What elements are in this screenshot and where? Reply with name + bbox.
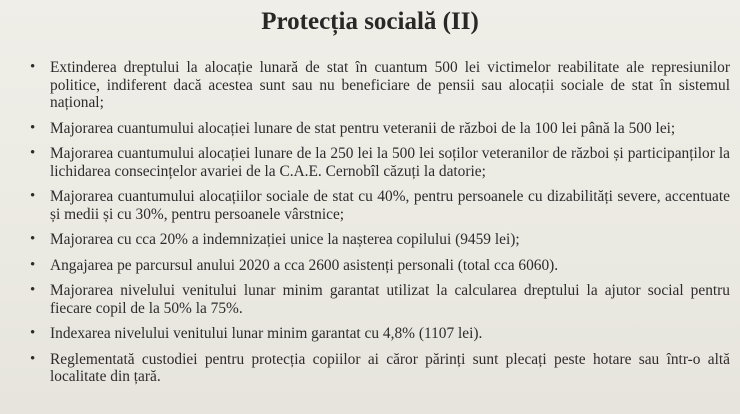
list-item bbox=[0, 120, 740, 138]
bullet-icon: • bbox=[30, 350, 36, 367]
bullet-icon: • bbox=[30, 188, 36, 204]
list-item bbox=[0, 59, 740, 112]
list-item bbox=[0, 282, 740, 317]
list-item bbox=[0, 351, 740, 386]
bullet-icon: • bbox=[30, 256, 36, 273]
list-item bbox=[0, 188, 740, 223]
bullet-text: Majorarea cuantumului alocațiilor sociale de stat cu 40%, pentru persoanele cu dizabilități severe, accentuate și medii și cu 30%, pentru persoanele vârstnice; bbox=[50, 188, 730, 223]
bullet-icon: • bbox=[30, 119, 36, 136]
list-item bbox=[0, 145, 740, 180]
bullet-icon: • bbox=[30, 231, 36, 247]
bullet-text: Majorarea cu cca 20% a indemnizației unice la nașterea copilului (9459 lei); bbox=[50, 231, 520, 248]
bullet-text: Extinderea dreptului la alocație lunară de stat în cuantum 500 lei victimelor reabilitate ale represiunilor politice, indiferent dacă acestea sunt sau nu beneficiare de pensii sau alocații sociale de stat în sistemul național; bbox=[50, 59, 730, 111]
bullet-icon: • bbox=[30, 59, 36, 75]
bullet-text: Indexarea nivelului venitului lunar minim garantat cu 4,8% (1107 lei). bbox=[50, 325, 483, 342]
bullet-text: Majorarea nivelului venitului lunar minim garantat utilizat la calcularea dreptului la ajutor social pentru fiecare copil de la 50% la 75%. bbox=[50, 282, 730, 317]
bullet-icon: • bbox=[30, 282, 36, 298]
bullet-text: Angajarea pe parcursul anului 2020 a cca 2600 asistenți personali (total cca 6060). bbox=[50, 256, 559, 274]
list-item bbox=[0, 325, 740, 343]
list-item bbox=[0, 257, 740, 275]
bullet-text: Majorarea cuantumului alocației lunare de stat pentru veteranii de război de la 100 lei până la 500 lei; bbox=[50, 119, 676, 137]
bullet-list bbox=[0, 59, 740, 394]
bullet-icon: • bbox=[30, 325, 36, 341]
bullet-icon: • bbox=[30, 145, 36, 161]
slide-title: Protecția socială (II) bbox=[261, 8, 479, 35]
list-item bbox=[0, 231, 740, 249]
bullet-text: Majorarea cuantumului alocației lunare de la 250 lei la 500 lei soților veteranilor de război și participanților la lichidarea consecințelor avariei de la C.A.E. Cernobîl căzuți la datorie; bbox=[50, 145, 730, 180]
bullet-text: Reglementată custodiei pentru protecția copiilor ai căror părinți sunt plecați peste hotare sau într-o altă localitate din țară. bbox=[50, 350, 730, 385]
